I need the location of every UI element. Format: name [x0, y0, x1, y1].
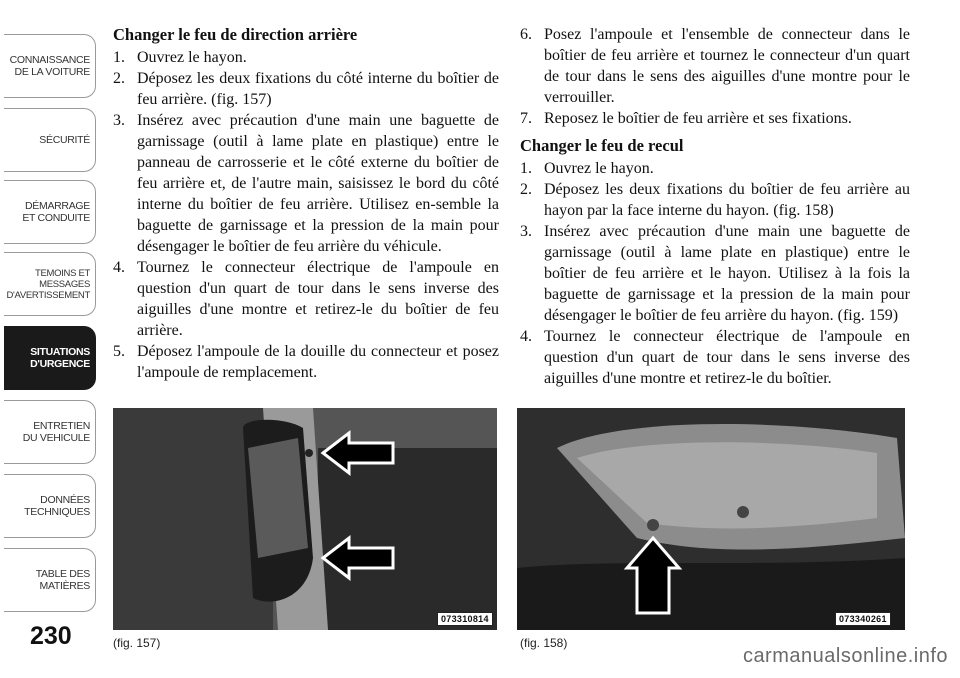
step-item: 2. Déposez les deux fixations du boîtier de feu arrière au hayon par la face interne du hayon. (fig. 158)	[520, 181, 910, 219]
step-item: 1. Ouvrez le hayon.	[113, 49, 247, 66]
right-column	[520, 24, 910, 389]
figure-caption-157: (fig. 157)	[113, 636, 161, 650]
tab-situations-urgence[interactable]: SITUATIONS D'URGENCE	[4, 326, 96, 390]
tab-donnees[interactable]: DONNÉES TECHNIQUES	[4, 474, 96, 538]
figure-code: 073340261	[835, 612, 891, 626]
figure-157-photo	[113, 408, 497, 630]
step-item: 3. Insérez avec précaution d'une main une baguette de garnissage (outil à lame plate en plastique) entre le panneau de carrosserie et le côté externe du boîtier de feu arrière et, de l'autre main, saisissez le bord du côté interne du boîtier de feu arrière. Utilisez en-semble la baguette de garnissage et la pression de la main pour désengager le boîtier de feu arrière du véhicule.	[113, 112, 499, 255]
left-column	[113, 24, 499, 383]
step-item: 4. Tournez le connecteur électrique de l'ampoule en question d'un quart de tour dans le sens inverse des aiguilles d'une montre et retirez-le du boîtier.	[520, 328, 910, 387]
tab-securite[interactable]: SÉCURITÉ	[4, 108, 96, 172]
steps-list-backup-light	[520, 158, 910, 389]
section-heading-backup-light: Changer le feu de recul	[520, 136, 684, 155]
tab-demarrage[interactable]: DÉMARRAGE ET CONDUITE	[4, 180, 96, 244]
steps-list-turn-signal	[113, 47, 499, 383]
liftgate-photo	[517, 408, 905, 630]
tab-connaissance[interactable]: CONNAISSANCE DE LA VOITURE	[4, 34, 96, 98]
steps-list-continued	[520, 24, 910, 129]
tab-temoins[interactable]: TEMOINS ET MESSAGES D'AVERTISSEMENT	[4, 252, 96, 316]
step-item: 4. Tournez le connecteur électrique de l'ampoule en question d'un quart de tour dans le sens inverse des aiguilles d'une montre et retirez-le du boîtier de feu arrière.	[113, 259, 499, 339]
figure-code: 073310814	[437, 612, 493, 626]
tab-entretien[interactable]: ENTRETIEN DU VEHICULE	[4, 400, 96, 464]
step-item: 1. Ouvrez le hayon.	[520, 160, 654, 177]
tab-table-des-matieres[interactable]: TABLE DES MATIÈRES	[4, 548, 96, 612]
section-heading-turn-signal: Changer le feu de direction arrière	[113, 25, 358, 44]
tail-lamp-photo	[113, 408, 497, 630]
step-item: 6. Posez l'ampoule et l'ensemble de connecteur dans le boîtier de feu arrière et tournez le connecteur d'un quart de tour dans le sens des aiguilles d'une montre pour le verrouiller.	[520, 26, 910, 106]
step-item: 7. Reposez le boîtier de feu arrière et ses fixations.	[520, 110, 852, 127]
figure-158-photo	[517, 408, 905, 630]
figure-caption-158: (fig. 158)	[520, 636, 568, 650]
watermark: carmanualsonline.info	[742, 645, 948, 667]
step-item: 2. Déposez les deux fixations du côté interne du boîtier de feu arrière. (fig. 157)	[113, 70, 499, 108]
page-number: 230	[30, 622, 72, 650]
chapter-tabs	[0, 0, 98, 678]
step-item: 3. Insérez avec précaution d'une main une baguette de garnissage (outil à lame plate en plastique) entre le boîtier de feu arrière et le hayon. Utilisez à la fois la baguette de garnissage et la pression de la main pour désengager le boîtier de feu arrière du hayon. (fig. 159)	[520, 223, 910, 324]
step-item: 5. Déposez l'ampoule de la douille du connecteur et posez l'ampoule de remplacement.	[113, 343, 499, 381]
